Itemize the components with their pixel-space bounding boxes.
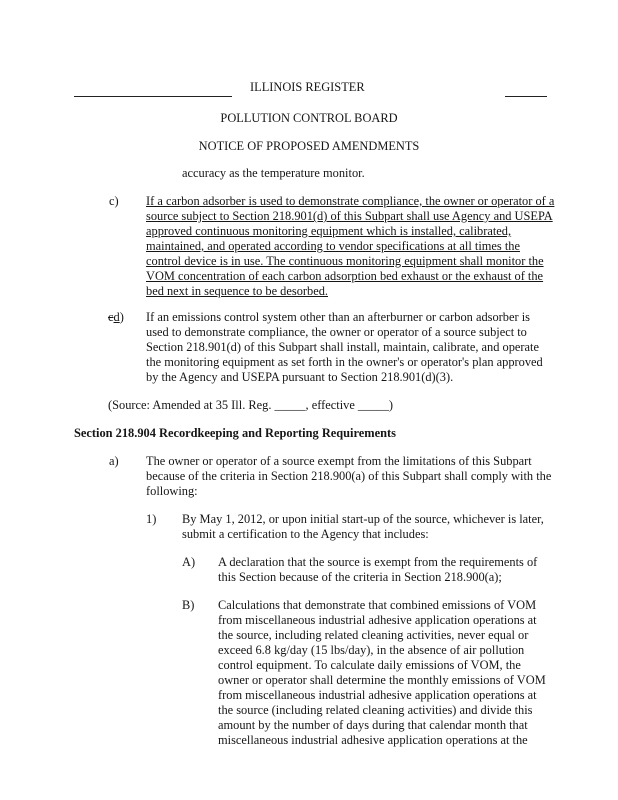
para-1-line: submit a certification to the Agency that includes: <box>182 527 429 541</box>
para-A-line: this Section because of the criteria in Section 218.900(a); <box>218 570 502 584</box>
para-1-label: 1) <box>146 512 157 526</box>
para-c-label: c) <box>109 194 119 208</box>
para-d-label: cd) <box>108 310 124 324</box>
para-B-line: Calculations that demonstrate that combined emissions of VOM <box>218 598 537 612</box>
para-A-line: A declaration that the source is exempt from the requirements of <box>218 555 538 569</box>
section-heading: Section 218.904 Recordkeeping and Reporting Requirements <box>74 426 396 440</box>
para-B-label: B) <box>182 598 195 612</box>
board-title: POLLUTION CONTROL BOARD <box>220 111 398 125</box>
continuation-text: accuracy as the temperature monitor. <box>182 166 365 180</box>
header-rule-left <box>74 96 232 97</box>
para-c-line: approved continuous monitoring equipment which is installed, calibrated, <box>146 224 512 238</box>
para-c-line: VOM concentration of each carbon adsorption bed exhaust or the exhaust of the <box>146 269 544 283</box>
para-B-line: control equipment. To calculate daily emissions of VOM, the <box>218 658 521 672</box>
para-B-line: from miscellaneous industrial adhesive application operations at <box>218 688 537 702</box>
register-title: ILLINOIS REGISTER <box>250 80 365 94</box>
para-B-line: miscellaneous industrial adhesive application operations at the <box>218 733 528 747</box>
para-c-line: bed next in sequence to be desorbed. <box>146 284 329 298</box>
para-a-line: The owner or operator of a source exempt from the limitations of this Subpart <box>146 454 532 468</box>
para-a-line: following: <box>146 484 198 498</box>
para-1-line: By May 1, 2012, or upon initial start-up of the source, whichever is later, <box>182 512 544 526</box>
para-A-label: A) <box>182 555 196 569</box>
para-B-line: exceed 6.8 kg/day (15 lbs/day), in the absence of air pollution <box>218 643 525 657</box>
para-d-line: by the Agency and USEPA pursuant to Section 218.901(d)(3). <box>146 370 454 384</box>
source-note: (Source: Amended at 35 Ill. Reg. _____, effective _____) <box>108 398 394 412</box>
notice-title: NOTICE OF PROPOSED AMENDMENTS <box>198 139 420 153</box>
para-d-line: the monitoring equipment as set forth in the owner's or operator's plan approved <box>146 355 543 369</box>
para-c-line: control device is in use. The continuous monitoring equipment shall monitor the <box>146 254 544 268</box>
para-d-line: used to demonstrate compliance, the owner or operator of a source subject to <box>146 325 527 339</box>
para-d-line: Section 218.901(d) of this Subpart shall install, maintain, calibrate, and operate <box>146 340 539 354</box>
para-d-line: If an emissions control system other than an afterburner or carbon adsorber is <box>146 310 530 324</box>
para-B-line: the source (including related cleaning activities) and divide this <box>218 703 533 717</box>
para-B-line: amount by the number of days during that calendar month that <box>218 718 528 732</box>
para-c-line: maintained, and operated according to vendor specifications at all times the <box>146 239 520 253</box>
header-rule-right <box>505 96 547 97</box>
para-B-line: the source, including related cleaning activities, never equal or <box>218 628 529 642</box>
para-c-line: source subject to Section 218.901(d) of this Subpart shall use Agency and USEPA <box>146 209 553 223</box>
para-a-line: because of the criteria in Section 218.900(a) of this Subpart shall comply with the <box>146 469 552 483</box>
para-a-label: a) <box>109 454 119 468</box>
para-B-line: owner or operator shall determine the monthly emissions of VOM <box>218 673 546 687</box>
para-c-line: If a carbon adsorber is used to demonstrate compliance, the owner or operator of a <box>146 194 555 208</box>
para-B-line: from miscellaneous industrial adhesive application operations at <box>218 613 537 627</box>
